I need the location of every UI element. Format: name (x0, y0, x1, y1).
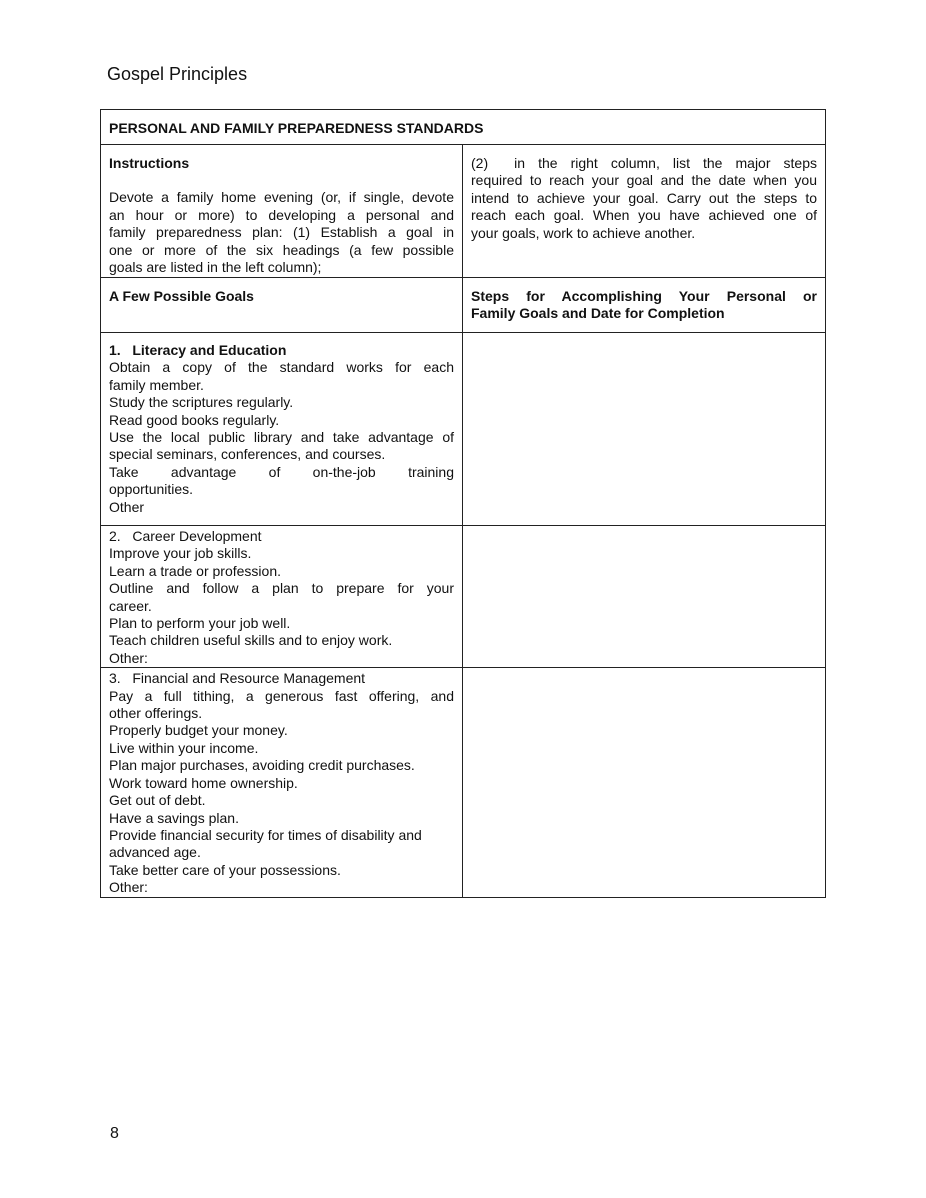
goal-section-title: 2. Career Development (109, 528, 262, 544)
instructions-line: reach each goal. When you have achieved one of (471, 207, 817, 224)
goal-line: Other (109, 498, 145, 515)
goal-line: Take advantage of on-the-job training (109, 463, 454, 480)
goal-line: Other: (109, 649, 148, 666)
goal-line: Work toward home ownership. (109, 774, 298, 791)
goal-line: career. (109, 597, 152, 614)
table-title-row (101, 110, 826, 145)
goal-line: Learn a trade or profession. (109, 562, 281, 579)
goal-section-row (101, 333, 826, 526)
goal-line: Outline and follow a plan to prepare for your (109, 580, 454, 597)
goal-line: Plan major purchases, avoiding credit purchases. (109, 757, 415, 774)
goal-section-cell (101, 333, 463, 526)
goal-line: Take better care of your possessions. (109, 861, 341, 878)
goal-section-row (101, 668, 826, 897)
goal-section-title: 3. Financial and Resource Management (109, 670, 366, 687)
goal-line: Other: (109, 879, 148, 896)
instructions-line: (2) in the right column, list the major steps (471, 155, 817, 171)
goal-line: Use the local public library and take advantage of (109, 429, 454, 446)
instructions-line: an hour or more) to developing a personal and (109, 206, 454, 223)
goal-line: Teach children useful skills and to enjoy work. (109, 632, 393, 649)
steps-cell[interactable] (463, 333, 826, 526)
instructions-row (101, 145, 826, 278)
goal-line: Plan to perform your job well. (109, 615, 291, 632)
goal-line: opportunities. (109, 481, 194, 498)
goal-line: special seminars, conferences, and courses. (109, 446, 386, 463)
preparedness-table (100, 109, 826, 898)
instructions-line: your goals, work to achieve another. (471, 224, 696, 241)
goal-line: Read good books regularly. (109, 411, 280, 428)
goal-section-title: 1. Literacy and Education (109, 342, 287, 358)
column-header-row (101, 278, 826, 333)
instructions-line: Devote a family home evening (or, if single, devote (109, 189, 454, 206)
instructions-line: goals are listed in the left column); (109, 259, 322, 276)
col-right-header-line: Steps for Accomplishing Your Personal or (471, 288, 817, 304)
goal-line: advanced age. (109, 844, 201, 861)
steps-cell[interactable] (463, 526, 826, 668)
page-number: 8 (110, 1125, 119, 1142)
goal-line: Live within your income. (109, 739, 259, 756)
instructions-right-cell (463, 145, 826, 278)
goal-line: other offerings. (109, 705, 203, 722)
goal-section-cell (101, 526, 463, 668)
page-header-title: Gospel Principles (107, 64, 248, 84)
instructions-line: one or more of the six headings (a few possible (109, 241, 454, 258)
goal-line: Properly budget your money. (109, 722, 288, 739)
col-right-header-line: Family Goals and Date for Completion (471, 305, 725, 322)
instructions-line: intend to achieve your goal. Carry out the steps to (471, 189, 817, 206)
goal-section-cell (101, 668, 463, 897)
instructions-left-cell (101, 145, 463, 278)
instructions-line: required to reach your goal and the date when you (471, 172, 817, 189)
instructions-heading: Instructions (109, 155, 190, 171)
steps-cell[interactable] (463, 668, 826, 897)
goal-line: Study the scriptures regularly. (109, 394, 294, 411)
col-left-header (101, 278, 463, 333)
table-title: PERSONAL AND FAMILY PREPAREDNESS STANDARDS (101, 110, 826, 145)
instructions-line: family preparedness plan: (1) Establish a goal in (109, 224, 454, 241)
goal-line: Have a savings plan. (109, 809, 239, 826)
goal-line: Provide financial security for times of disability and (109, 826, 422, 843)
col-left-header-text: A Few Possible Goals (109, 288, 254, 304)
col-right-header (463, 278, 826, 333)
goal-line: Get out of debt. (109, 792, 206, 809)
goal-line: Improve your job skills. (109, 545, 252, 562)
goal-line: family member. (109, 376, 204, 393)
goal-line: Obtain a copy of the standard works for each (109, 359, 454, 376)
goal-line: Pay a full tithing, a generous fast offering, and (109, 687, 454, 704)
goal-section-row (101, 526, 826, 668)
